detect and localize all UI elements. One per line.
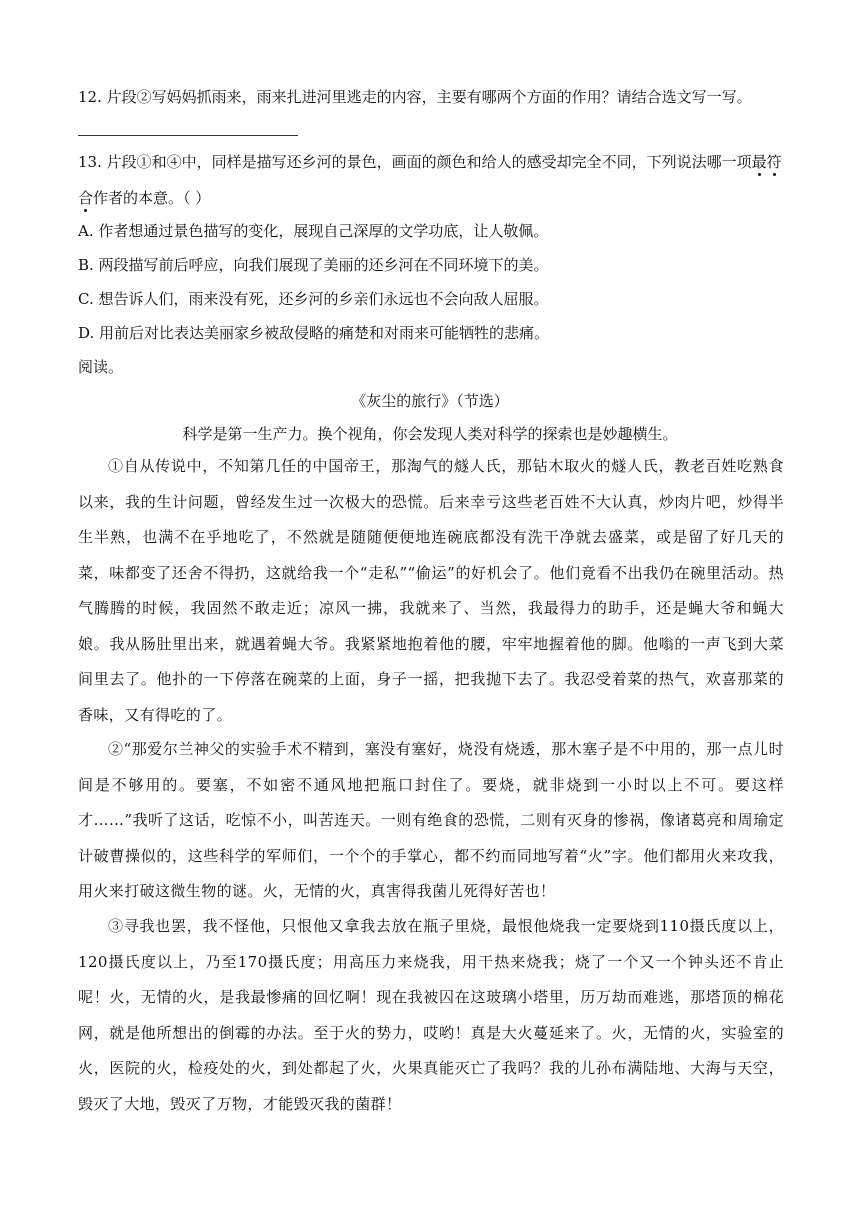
question-13-line-1	[78, 151, 782, 173]
emphasis-char-1: 最	[751, 153, 767, 171]
question-13-text: 13. 片段①和④中，同样是描写还乡河的景色，画面的颜色和给人的感受却完全不同，下列说法哪一项	[78, 153, 752, 171]
option-c: C. 想告诉人们，雨来没有死，还乡河的乡亲们永远也不会向敌人屈服。	[78, 290, 549, 308]
option-a: A. 作者想通过景色描写的变化，展现自己深厚的文学功底，让人敬佩。	[78, 222, 549, 240]
question-13-line-2	[78, 187, 210, 209]
article-paragraph-2: ②“那爱尔兰神父的实验手术不精到，塞没有塞好，烧没有烧透，那木塞子是不中用的，那一点儿时间是不够用的。要塞，不如密不通风地把瓶口封住了。要烧，就非烧到一小时以上不可。要这样才……”我听了这话，吃惊不小，叫苦连天。一则有绝食的恐慌，二则有灭身的惨祸，像诸葛亮和周瑜定计破曹操似的，这些科学的军师们，一个个的手掌心，都不约而同地写着“火”字。他们都用火来攻我，用火来打破这微生物的谜。火，无情的火，真害得我菌儿死得好苦也！	[78, 740, 784, 900]
article-paragraph-3: ③寻我也罢，我不怪他，只恨他又拿我去放在瓶子里烧，最恨他烧我一定要烧到110摄氏度以上，120摄氏度以上，乃至170摄氏度；用高压力来烧我，用干热来烧我；烧了一个又一个钟头还不肯止呢！火，无情的火，是我最惨痛的回忆啊！现在我被囚在这玻璃小塔里，历万劫而难逃，那塔顶的棉花网，就是他所想出的倒霉的办法。至于火的势力，哎哟！真是大火蔓延来了。火，无情的火，实验室的火，医院的火，检疫处的火，到处都起了火，火果真能灭亡了我吗？我的儿孙布满陆地、大海与天空，毁灭了大地，毁灭了万物，才能毁灭我的菌群！	[78, 917, 784, 1113]
emphasis-char-3: 合	[78, 189, 94, 207]
emphasis-char-2: 符	[766, 153, 782, 171]
question-13-text-rest: 作者的本意。（ ）	[93, 189, 211, 207]
answer-blank-line	[78, 135, 298, 136]
article-title: 《灰尘的旅行》（节选）	[351, 392, 509, 410]
article-paragraph-1: ①自从传说中，不知第几任的中国帝王，那淘气的燧人氏，那钻木取火的燧人氏，教老百姓吃熟食以来，我的生计问题，曾经发生过一次极大的恐慌。后来幸亏这些老百姓不大认真，炒肉片吧，炒得半生半熟，也满不在乎地吃了，不然就是随随便便地连碗底都没有洗干净就去盛菜，或是留了好几天的菜，味都变了还舍不得扔，这就给我一个“走私”“偷运”的好机会了。他们竟看不出我仍在碗里活动。热气腾腾的时候，我固然不敢走近；凉风一拂，我就来了、当然，我最得力的助手，还是蝇大爷和蝇大娘。我从肠肚里出来，就遇着蝇大爷。我紧紧地抱着他的腰，牢牢地握着他的脚。他嗡的一声飞到大菜间里去了。他扑的一下停落在碗菜的上面，身子一摇，把我抛下去了。我忍受着菜的热气，欢喜那菜的香味，又有得吃的了。	[78, 457, 784, 724]
article-subtitle: 科学是第一生产力。换个视角，你会发现人类对科学的探索也是妙趣横生。	[182, 425, 678, 443]
question-12: 12. 片段②写妈妈抓雨来，雨来扎进河里逃走的内容，主要有哪两个方面的作用？请结合选文写一写。	[78, 88, 752, 106]
option-b: B. 两段描写前后呼应，向我们展现了美丽的还乡河在不同环境下的美。	[78, 256, 549, 274]
option-d: D. 用前后对比表达美丽家乡被敌侵略的痛楚和对雨来可能牺牲的悲痛。	[78, 324, 550, 342]
read-label: 阅读。	[78, 358, 124, 376]
